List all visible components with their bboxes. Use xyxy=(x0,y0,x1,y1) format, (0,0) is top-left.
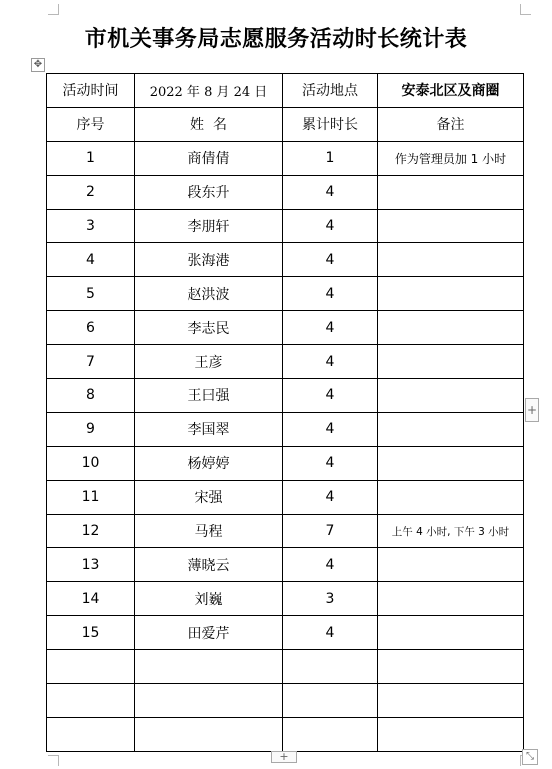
column-header-name[interactable]: 姓 名 xyxy=(135,107,283,141)
row-hours-cell[interactable]: 4 xyxy=(283,616,378,650)
row-name-cell[interactable]: 马程 xyxy=(135,514,283,548)
row-hours-cell[interactable]: 4 xyxy=(283,446,378,480)
row-name-cell[interactable]: 杨婷婷 xyxy=(135,446,283,480)
table-row xyxy=(47,480,524,514)
volunteer-hours-table xyxy=(46,73,524,752)
row-no-cell[interactable]: 13 xyxy=(47,548,135,582)
row-remark-cell[interactable] xyxy=(378,684,524,718)
row-name-cell[interactable]: 李朋轩 xyxy=(135,209,283,243)
row-name-cell[interactable]: 赵洪波 xyxy=(135,277,283,311)
row-hours-cell[interactable]: 3 xyxy=(283,582,378,616)
row-no-cell[interactable]: 4 xyxy=(47,243,135,277)
row-no-cell[interactable]: 7 xyxy=(47,345,135,379)
table-move-icon[interactable]: ✥ xyxy=(31,58,45,72)
row-no-cell[interactable]: 1 xyxy=(47,141,135,175)
row-remark-cell[interactable] xyxy=(378,379,524,413)
row-name-cell[interactable]: 张海港 xyxy=(135,243,283,277)
table-row xyxy=(47,717,524,751)
row-remark-cell[interactable] xyxy=(378,209,524,243)
table-row xyxy=(47,548,524,582)
table-row xyxy=(47,379,524,413)
row-no-cell[interactable]: 14 xyxy=(47,582,135,616)
row-name-cell[interactable] xyxy=(135,684,283,718)
row-remark-cell[interactable] xyxy=(378,311,524,345)
row-hours-cell[interactable]: 1 xyxy=(283,141,378,175)
row-hours-cell[interactable]: 4 xyxy=(283,277,378,311)
table-row xyxy=(47,582,524,616)
row-hours-cell[interactable]: 4 xyxy=(283,175,378,209)
row-name-cell[interactable]: 薄晓云 xyxy=(135,548,283,582)
row-hours-cell[interactable]: 4 xyxy=(283,379,378,413)
table-row xyxy=(47,345,524,379)
row-name-cell[interactable]: 商倩倩 xyxy=(135,141,283,175)
table-row xyxy=(47,412,524,446)
table-row xyxy=(47,243,524,277)
document-title: 市机关事务局志愿服务活动时长统计表 xyxy=(84,26,468,52)
row-remark-cell[interactable] xyxy=(378,650,524,684)
row-remark-cell[interactable] xyxy=(378,412,524,446)
row-name-cell[interactable] xyxy=(135,650,283,684)
add-row-plus-icon[interactable]: + xyxy=(271,751,297,763)
row-no-cell[interactable]: 2 xyxy=(47,175,135,209)
row-hours-cell[interactable] xyxy=(283,684,378,718)
row-remark-cell[interactable] xyxy=(378,243,524,277)
row-name-cell[interactable]: 李国翠 xyxy=(135,412,283,446)
page-corner-mark-top-left xyxy=(48,4,59,15)
row-hours-cell[interactable] xyxy=(283,650,378,684)
page-corner-mark-top-right xyxy=(520,4,531,15)
row-name-cell[interactable]: 段东升 xyxy=(135,175,283,209)
row-name-cell[interactable]: 王彦 xyxy=(135,345,283,379)
row-hours-cell[interactable]: 4 xyxy=(283,548,378,582)
row-name-cell[interactable]: 田爱芹 xyxy=(135,616,283,650)
table-row xyxy=(47,141,524,175)
column-header-remark[interactable]: 备注 xyxy=(378,107,524,141)
info-row xyxy=(47,74,524,108)
row-name-cell[interactable]: 王曰强 xyxy=(135,379,283,413)
page-corner-mark-bottom-left xyxy=(48,755,59,766)
row-hours-cell[interactable]: 4 xyxy=(283,345,378,379)
row-remark-cell[interactable] xyxy=(378,582,524,616)
add-column-plus-icon[interactable]: + xyxy=(525,398,539,422)
table-row xyxy=(47,175,524,209)
row-name-cell[interactable]: 宋强 xyxy=(135,480,283,514)
table-row xyxy=(47,616,524,650)
row-no-cell[interactable]: 3 xyxy=(47,209,135,243)
row-remark-cell[interactable] xyxy=(378,277,524,311)
row-remark-cell[interactable] xyxy=(378,717,524,751)
row-remark-cell[interactable]: 作为管理员加 1 小时 xyxy=(378,141,524,175)
row-hours-cell[interactable]: 4 xyxy=(283,480,378,514)
row-remark-cell[interactable] xyxy=(378,175,524,209)
row-remark-cell[interactable] xyxy=(378,446,524,480)
row-no-cell[interactable] xyxy=(47,717,135,751)
row-no-cell[interactable] xyxy=(47,684,135,718)
row-remark-cell[interactable] xyxy=(378,616,524,650)
column-header-row xyxy=(47,107,524,141)
row-remark-cell[interactable] xyxy=(378,548,524,582)
table-row xyxy=(47,277,524,311)
row-no-cell[interactable]: 12 xyxy=(47,514,135,548)
table-row xyxy=(47,209,524,243)
table-row xyxy=(47,650,524,684)
row-remark-cell[interactable]: 上午 4 小时, 下午 3 小时 xyxy=(378,514,524,548)
row-no-cell[interactable]: 6 xyxy=(47,311,135,345)
row-name-cell[interactable]: 李志民 xyxy=(135,311,283,345)
row-no-cell[interactable]: 11 xyxy=(47,480,135,514)
row-hours-cell[interactable] xyxy=(283,717,378,751)
row-hours-cell[interactable]: 4 xyxy=(283,243,378,277)
row-no-cell[interactable]: 8 xyxy=(47,379,135,413)
table-resize-icon[interactable]: ⤡ xyxy=(522,749,538,765)
row-name-cell[interactable]: 刘巍 xyxy=(135,582,283,616)
table-row xyxy=(47,311,524,345)
row-name-cell[interactable] xyxy=(135,717,283,751)
column-header-no[interactable]: 序号 xyxy=(47,107,135,141)
table-row xyxy=(47,514,524,548)
activity-place-label[interactable]: 活动地点 xyxy=(283,74,378,108)
row-remark-cell[interactable] xyxy=(378,345,524,379)
row-no-cell[interactable]: 9 xyxy=(47,412,135,446)
row-hours-cell[interactable]: 4 xyxy=(283,412,378,446)
table-row xyxy=(47,684,524,718)
row-remark-cell[interactable] xyxy=(378,480,524,514)
activity-place[interactable]: 安泰北区及商圈 xyxy=(378,74,524,108)
row-no-cell[interactable]: 10 xyxy=(47,446,135,480)
row-hours-cell[interactable]: 4 xyxy=(283,209,378,243)
row-no-cell[interactable] xyxy=(47,650,135,684)
row-hours-cell[interactable]: 4 xyxy=(283,311,378,345)
column-header-hours[interactable]: 累计时长 xyxy=(283,107,378,141)
row-no-cell[interactable]: 15 xyxy=(47,616,135,650)
row-no-cell[interactable]: 5 xyxy=(47,277,135,311)
row-hours-cell[interactable]: 7 xyxy=(283,514,378,548)
activity-date[interactable]: 2022 年 8 月 24 日 xyxy=(135,74,283,108)
activity-time-label[interactable]: 活动时间 xyxy=(47,74,135,108)
table-row xyxy=(47,446,524,480)
